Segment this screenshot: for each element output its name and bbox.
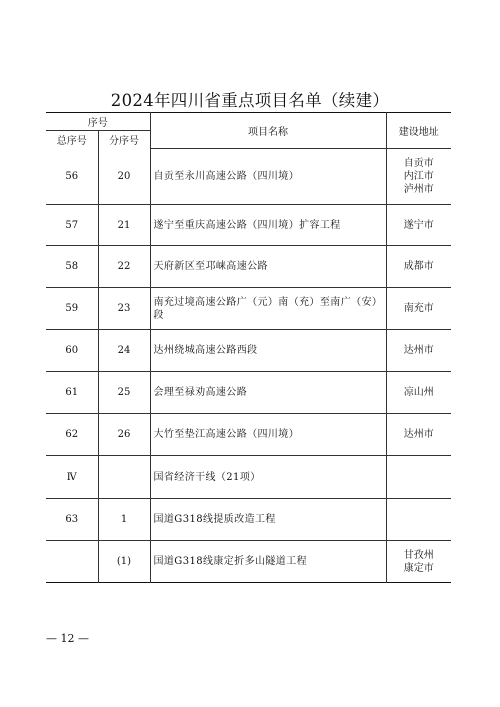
location-line: 达州市 — [403, 345, 434, 356]
cell-total-seq: 60 — [46, 330, 98, 372]
cell-location — [386, 456, 451, 499]
header-location: 建设地址 — [386, 113, 451, 149]
header-seq-group: 序号 — [46, 113, 150, 131]
cell-total-seq — [46, 541, 98, 583]
header-sub-seq: 分序号 — [98, 131, 150, 149]
cell-sub-seq: 1 — [98, 499, 150, 541]
cell-location — [386, 149, 451, 205]
cell-total-seq: Ⅳ — [46, 456, 98, 499]
table-row — [46, 330, 451, 372]
cell-location — [386, 499, 451, 541]
table-row — [46, 372, 451, 414]
cell-location — [386, 288, 451, 330]
cell-location — [386, 205, 451, 246]
cell-location — [386, 246, 451, 288]
page-number: — 12 — — [46, 632, 89, 645]
location-line: 泸州市 — [403, 184, 434, 195]
table-row — [46, 414, 451, 456]
cell-total-seq: 63 — [46, 499, 98, 541]
location-line: 凉山州 — [403, 387, 434, 398]
header-project-name: 项目名称 — [150, 113, 386, 149]
table-row — [46, 499, 451, 541]
header-total-seq: 总序号 — [46, 131, 98, 149]
location-line: 自贡市 — [403, 158, 434, 169]
location-line: 甘孜州 — [403, 549, 434, 561]
cell-location — [386, 372, 451, 414]
location-line: 遂宁市 — [403, 219, 434, 231]
cell-project-name: 会理至禄劝高速公路 — [150, 372, 386, 414]
table-row — [46, 288, 451, 330]
cell-sub-seq: 26 — [98, 414, 150, 456]
cell-sub-seq: 21 — [98, 205, 150, 246]
location-line: 南充市 — [403, 303, 434, 314]
table-row — [46, 205, 451, 246]
cell-location — [386, 330, 451, 372]
table-row — [46, 246, 451, 288]
cell-project-name: 大竹至垫江高速公路（四川境） — [150, 414, 386, 456]
cell-project-name: 达州绕城高速公路西段 — [150, 330, 386, 372]
table-row — [46, 456, 451, 499]
cell-location — [386, 541, 451, 583]
cell-sub-seq: 25 — [98, 372, 150, 414]
cell-project-name: 自贡至永川高速公路（四川境） — [150, 149, 386, 205]
cell-total-seq: 58 — [46, 246, 98, 288]
cell-sub-seq: 23 — [98, 288, 150, 330]
cell-total-seq: 62 — [46, 414, 98, 456]
cell-project-name: 南充过境高速公路广（元）南（充）至南广（安）段 — [150, 288, 386, 330]
cell-project-name: 天府新区至邛崃高速公路 — [150, 246, 386, 288]
document-title: 2024年四川省重点项目名单（续建） — [110, 91, 390, 110]
table-row — [46, 541, 451, 583]
cell-total-seq: 59 — [46, 288, 98, 330]
cell-sub-seq: 22 — [98, 246, 150, 288]
cell-sub-seq: 24 — [98, 330, 150, 372]
cell-project-name: 国道G318线提质改造工程 — [150, 499, 386, 541]
cell-sub-seq: 20 — [98, 149, 150, 205]
project-table — [46, 112, 451, 583]
cell-project-name: 国省经济干线（21项） — [150, 456, 386, 499]
location-line: 成都市 — [403, 261, 434, 272]
cell-location — [386, 414, 451, 456]
location-line: 康定市 — [403, 562, 434, 574]
cell-project-name: 遂宁至重庆高速公路（四川境）扩容工程 — [150, 205, 386, 246]
cell-project-name: 国道G318线康定折多山隧道工程 — [150, 541, 386, 583]
cell-total-seq: 57 — [46, 205, 98, 246]
cell-total-seq: 56 — [46, 149, 98, 205]
cell-sub-seq: (1) — [98, 541, 150, 583]
cell-total-seq: 61 — [46, 372, 98, 414]
cell-sub-seq — [98, 456, 150, 499]
table-row — [46, 149, 451, 205]
location-line: 内江市 — [403, 171, 434, 182]
location-line: 达州市 — [403, 429, 434, 440]
